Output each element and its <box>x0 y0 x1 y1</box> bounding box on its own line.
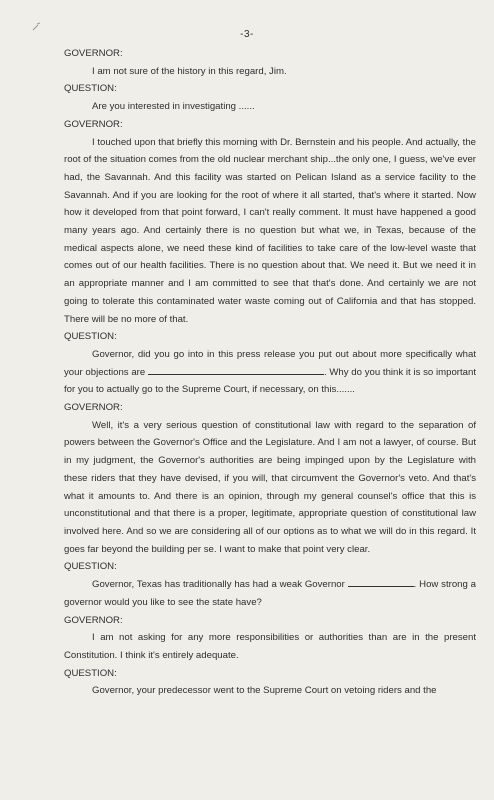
speaker-label: GOVERNOR: <box>64 118 123 130</box>
speaker-label: QUESTION: <box>64 561 117 573</box>
speaker-label: GOVERNOR: <box>64 48 123 59</box>
answer-paragraph: Well, it's a very serious question of constitutional law with regard to the separation of powers between the Governor's Office and the Legislature. And I am not a lawyer, of course. But in my judgment, the Governor's authorities are being impinged upon by the Legislature with these riders that they have devised, if you will, that circumvent the Governor's veto. And that's what it amounts to. And there is an opinion, through my general counsel's office that this is unconstitutional and that there is a proper, legitimate, appropriate question of constitutional law involved here. And so we are considering all of our options as to what we will do in this regard. It goes far beyond the building per se. I want to make that point very clear. <box>64 419 476 555</box>
page-number: -3- <box>240 29 254 40</box>
question-text-part: Governor, did you go into in this press release you put out about more specifically what your objections are <box>64 348 476 378</box>
speaker-label: QUESTION: <box>64 83 117 95</box>
question-text-part: . Why do you think it is so important for you to actually go to the Supreme Court, if necessary, on this....... <box>64 366 477 396</box>
speaker-label: GOVERNOR: <box>64 402 123 414</box>
question-paragraph: Governor, your predecessor went to the Supreme Court on vetoing riders and the <box>92 685 437 697</box>
question-text-part: Governor, Texas has traditionally has had a weak Governor <box>92 579 345 591</box>
question-paragraph <box>64 346 476 399</box>
question-text-part: . How strong a governor would you like to see the state have? <box>64 579 476 608</box>
speaker-label: GOVERNOR: <box>64 614 123 626</box>
transcript-body <box>64 45 476 700</box>
speaker-label: QUESTION: <box>64 331 117 343</box>
fill-in-blank <box>148 366 324 375</box>
answer-paragraph: I touched upon that briefly this morning with Dr. Bernstein and his people. And actually, the root of the situation comes from the old nuclear merchant ship...the only one, I guess, we've ever had, the Savannah. And this facility was started on Pelican Island as a service facility to the Savannah. And if you are looking for the root of where it all started, that's where it started. Now how it developed from that point forward, I can't really comment. It must have happened a good many years ago. And certainly there is no question but what we, in Texas, because of the medical aspects alone, we need these kind of facilities to take care of the low-level waste that comes out of our health facilities. There is no question about that. We need it. But we need it in an appropriate manner and I am committed to see that that's done. And certainly we are not going to tolerate this contaminated water waste coming out of California and that has stopped. There will be no more of that. <box>64 136 476 325</box>
fill-in-blank <box>348 578 414 587</box>
answer-paragraph: I am not sure of the history in this regard, Jim. <box>92 65 287 77</box>
answer-paragraph: I am not asking for any more responsibilities or authorities than are in the present Constitution. I think it's entirely adequate. <box>64 632 476 661</box>
speaker-label: QUESTION: <box>64 667 117 679</box>
question-paragraph <box>64 576 476 611</box>
question-paragraph: Are you interested in investigating ...... <box>92 101 255 113</box>
